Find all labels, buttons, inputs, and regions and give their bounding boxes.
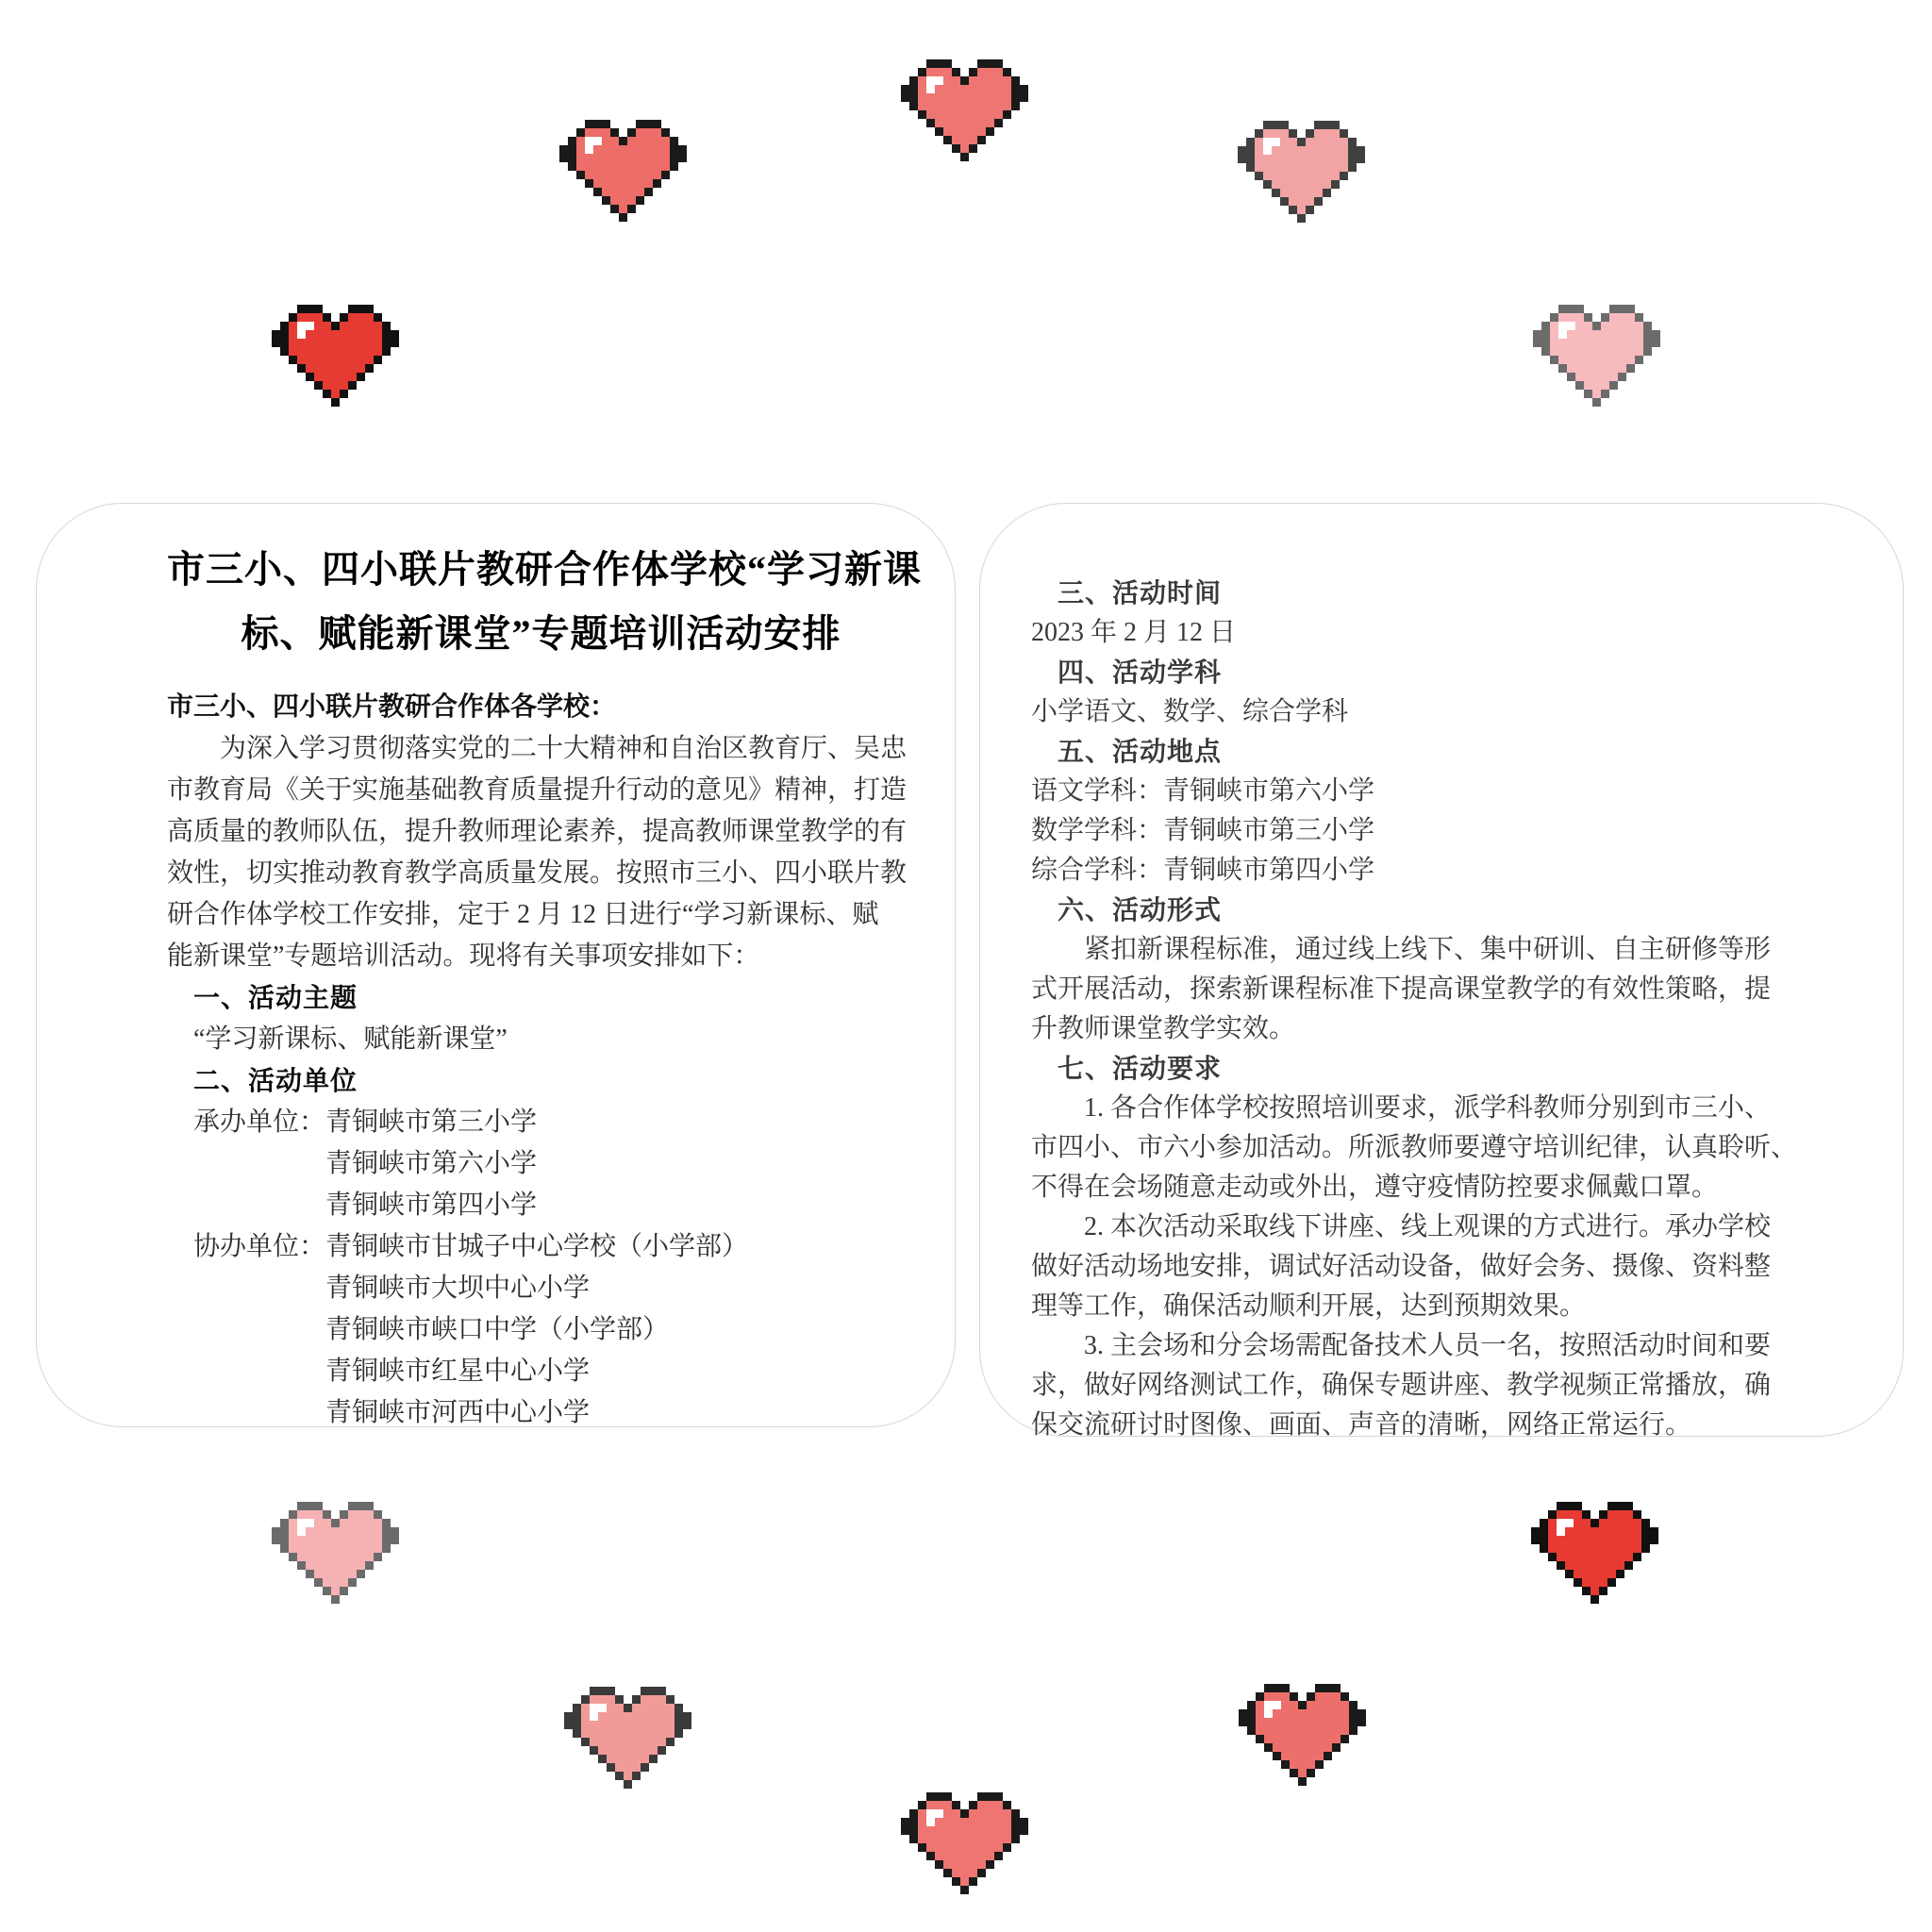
co-units-list — [325, 1226, 748, 1434]
intro-paragraph — [167, 728, 915, 977]
venue-line: 数学学科：青铜峡市第三小学 — [1031, 816, 1375, 845]
document-title — [167, 538, 922, 666]
pixel-heart-icon — [559, 120, 687, 222]
co-units-label: 协办单位： — [193, 1232, 326, 1261]
requirement-line: 保交流研讨时图像、画面、声音的清晰，网络正常运行。 — [1031, 1410, 1692, 1440]
section-requirements-heading: 七、活动要求 — [1058, 1054, 1223, 1083]
host-school: 青铜峡市第三小学 — [325, 1108, 538, 1137]
host-school: 青铜峡市第四小学 — [325, 1191, 538, 1220]
section-subjects-heading: 四、活动学科 — [1058, 658, 1223, 687]
salutation: 市三小、四小联片教研合作体各学校： — [167, 692, 617, 722]
intro-line: 能新课堂”专题培训活动。现将有关事项安排如下： — [167, 941, 760, 971]
intro-line: 效性，切实推动教育教学高质量发展。按照市三小、四小联片教 — [167, 858, 908, 888]
document-page-right — [979, 503, 1904, 1440]
section-venues-heading: 五、活动地点 — [1058, 737, 1223, 766]
requirement-line: 3. 主会场和分会场需配备技术人员一名，按照活动时间和要 — [1084, 1331, 1772, 1360]
format-line: 紧扣新课程标准，通过线上线下、集中研训、自主研修等形 — [1084, 935, 1772, 964]
co-school: 青铜峡市红星中心小学 — [325, 1357, 591, 1386]
pixel-heart-icon — [1533, 305, 1660, 407]
requirement-line: 理等工作，确保活动顺利开展，达到预期效果。 — [1031, 1291, 1587, 1321]
host-school: 青铜峡市第六小学 — [325, 1149, 538, 1178]
pixel-heart-icon — [1531, 1502, 1658, 1604]
pixel-heart-icon — [1239, 1684, 1366, 1786]
venue-line: 语文学科：青铜峡市第六小学 — [1031, 776, 1375, 806]
co-school: 青铜峡市峡口中学（小学部） — [325, 1315, 670, 1344]
intro-line: 高质量的教师队伍，提升教师理论素养，提高教师课堂教学的有 — [167, 817, 908, 846]
section-time-heading: 三、活动时间 — [1058, 578, 1223, 608]
co-school: 青铜峡市甘城子中心学校（小学部） — [325, 1232, 749, 1261]
document-page-left — [36, 503, 956, 1427]
pixel-heart-icon — [272, 305, 399, 407]
section-theme-heading: 一、活动主题 — [193, 983, 358, 1012]
section-units-heading: 二、活动单位 — [193, 1066, 358, 1095]
pixel-heart-icon — [564, 1687, 691, 1789]
pixel-heart-icon — [1238, 121, 1365, 223]
intro-line: 为深入学习贯彻落实党的二十大精神和自治区教育厅、吴忠 — [220, 734, 908, 763]
co-school: 青铜峡市河西中心小学 — [325, 1398, 591, 1427]
section-time-body: 2023 年 2 月 12 日 — [1031, 618, 1237, 647]
format-line: 式开展活动，探索新课程标准下提高课堂教学的有效性策略，提 — [1031, 974, 1772, 1004]
host-units-row — [167, 1102, 915, 1226]
venue-line: 综合学科：青铜峡市第四小学 — [1031, 856, 1375, 885]
requirement-line: 1. 各合作体学校按照培训要求，派学科教师分别到市三小、 — [1084, 1093, 1772, 1123]
co-units-row — [167, 1226, 915, 1434]
intro-line: 市教育局《关于实施基础教育质量提升行动的意见》精神，打造 — [167, 775, 908, 805]
requirement-line: 市四小、市六小参加活动。所派教师要遵守培训纪律，认真聆听、 — [1031, 1133, 1798, 1162]
host-units-list — [325, 1102, 537, 1226]
intro-line: 研合作体学校工作安排，定于 2 月 12 日进行“学习新课标、赋 — [167, 900, 879, 929]
host-units-label: 承办单位： — [193, 1108, 326, 1137]
requirement-line: 求，做好网络测试工作，确保专题讲座、教学视频正常播放，确 — [1031, 1371, 1772, 1400]
section-theme-body: “学习新课标、赋能新课堂” — [193, 1024, 508, 1054]
requirement-line: 2. 本次活动采取线下讲座、线上观课的方式进行。承办学校 — [1084, 1212, 1772, 1241]
section-subjects-body: 小学语文、数学、综合学科 — [1031, 697, 1349, 726]
pixel-heart-icon — [901, 1792, 1028, 1894]
section-format-heading: 六、活动形式 — [1058, 895, 1223, 924]
requirement-line: 做好活动场地安排，调试好活动设备，做好会务、摄像、资料整 — [1031, 1252, 1772, 1281]
co-school: 青铜峡市大坝中心小学 — [325, 1274, 591, 1303]
document-title-line2: 标、赋能新课堂”专题培训活动安排 — [241, 612, 841, 655]
document-title-line1: 市三小、四小联片教研合作体学校“学习新课 — [167, 548, 922, 591]
pixel-heart-icon — [901, 59, 1028, 161]
requirement-line: 不得在会场随意走动或外出，遵守疫情防控要求佩戴口罩。 — [1031, 1173, 1719, 1202]
pixel-heart-icon — [272, 1502, 399, 1604]
format-line: 升教师课堂教学实效。 — [1031, 1014, 1296, 1043]
